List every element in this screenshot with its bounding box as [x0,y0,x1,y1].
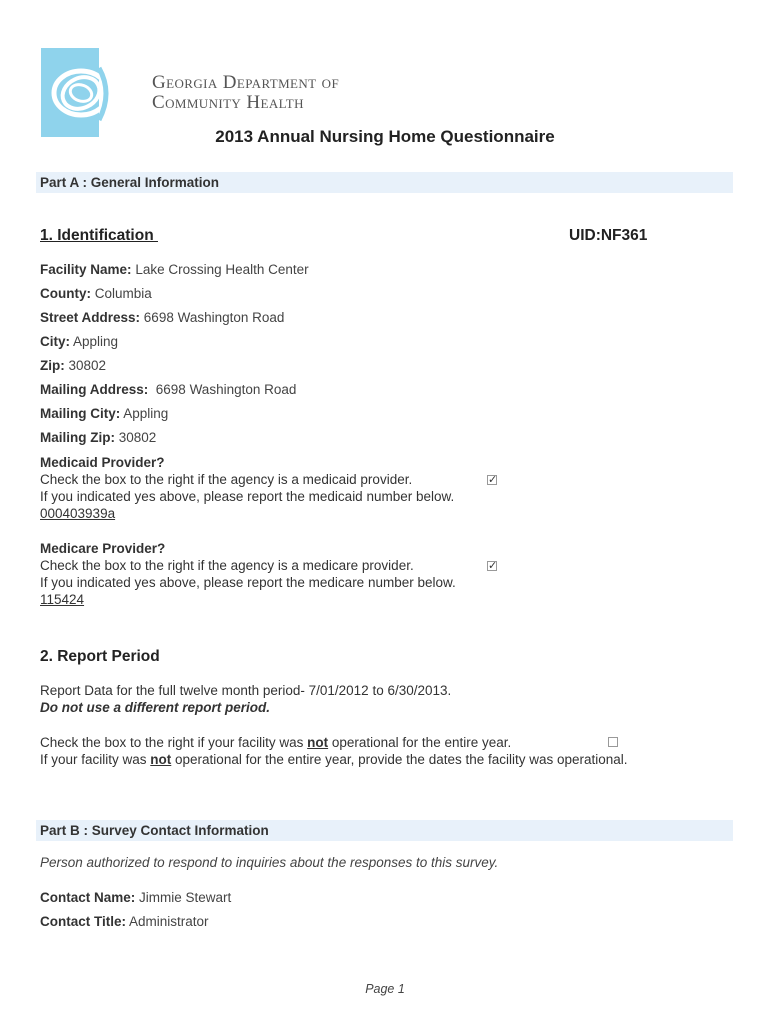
report-period-warning: Do not use a different report period. [40,700,271,715]
contact-name-field: Contact Name: Jimmie Stewart [40,890,232,905]
county-value: Columbia [94,286,152,301]
part-a-header: Part A : General Information [36,172,733,193]
document-title: 2013 Annual Nursing Home Questionnaire [215,127,555,146]
mailing-address-field: Mailing Address: 6698 Washington Road [40,382,297,397]
medicare-checkbox-text: Check the box to the right if the agency is a medicare provider. [40,558,414,573]
county-field: County: Columbia [40,286,152,301]
mailing-zip-value: 30802 [118,430,157,445]
mailing-zip-field: Mailing Zip: 30802 [40,430,157,445]
not-operational-checkbox[interactable] [608,737,618,747]
street-address-field: Street Address: 6698 Washington Road [40,310,285,325]
report-period-heading: 2. Report Period [40,648,160,665]
medicaid-checkbox-text: Check the box to the right if the agency is a medicaid provider. [40,472,413,487]
zip-field: Zip: 30802 [40,358,107,373]
facility-name-value: Lake Crossing Health Center [135,262,309,277]
medicaid-checkbox[interactable]: ✓ [488,474,498,486]
mailing-address-value: 6698 Washington Road [152,382,297,397]
report-period-text: Report Data for the full twelve month period- 7/01/2012 to 6/30/2013. [40,683,452,698]
contact-name-value: Jimmie Stewart [139,890,232,905]
facility-name-field: Facility Name: Lake Crossing Health Center [40,262,309,277]
part-b-header: Part B : Survey Contact Information [36,820,733,841]
contact-title-value: Administrator [129,914,209,929]
operational-dates-instruction: If your facility was not operational for the entire year, provide the dates the facility was operational. [40,752,628,767]
identification-heading: 1. Identification [40,227,158,244]
uid-label: UID:NF361 [569,227,648,244]
medicare-number: 115424 [40,592,85,607]
mailing-city-field: Mailing City: Appling [40,406,169,421]
city-value: Appling [73,334,119,349]
dch-logo-icon [41,48,113,137]
medicare-checkbox[interactable]: ✓ [488,560,498,572]
medicaid-number: 000403939a [40,506,116,521]
not-operational-text: Check the box to the right if your facility was not operational for the entire year. [40,735,512,750]
contact-intro: Person authorized to respond to inquiries about the responses to this survey. [40,855,499,870]
org-name-line1: Georgia Department of [152,72,340,93]
street-address-value: 6698 Washington Road [143,310,285,325]
org-name-line2: Community Health [152,92,304,113]
zip-value: 30802 [68,358,107,373]
medicare-instruction: If you indicated yes above, please report the medicare number below. [40,575,456,590]
page-number: Page 1 [365,982,405,996]
mailing-city-value: Appling [123,406,169,421]
medicaid-heading: Medicaid Provider? [40,455,165,470]
contact-title-field: Contact Title: Administrator [40,914,209,929]
city-field: City: Appling [40,334,119,349]
medicare-heading: Medicare Provider? [40,541,166,556]
medicaid-instruction: If you indicated yes above, please report the medicaid number below. [40,489,455,504]
